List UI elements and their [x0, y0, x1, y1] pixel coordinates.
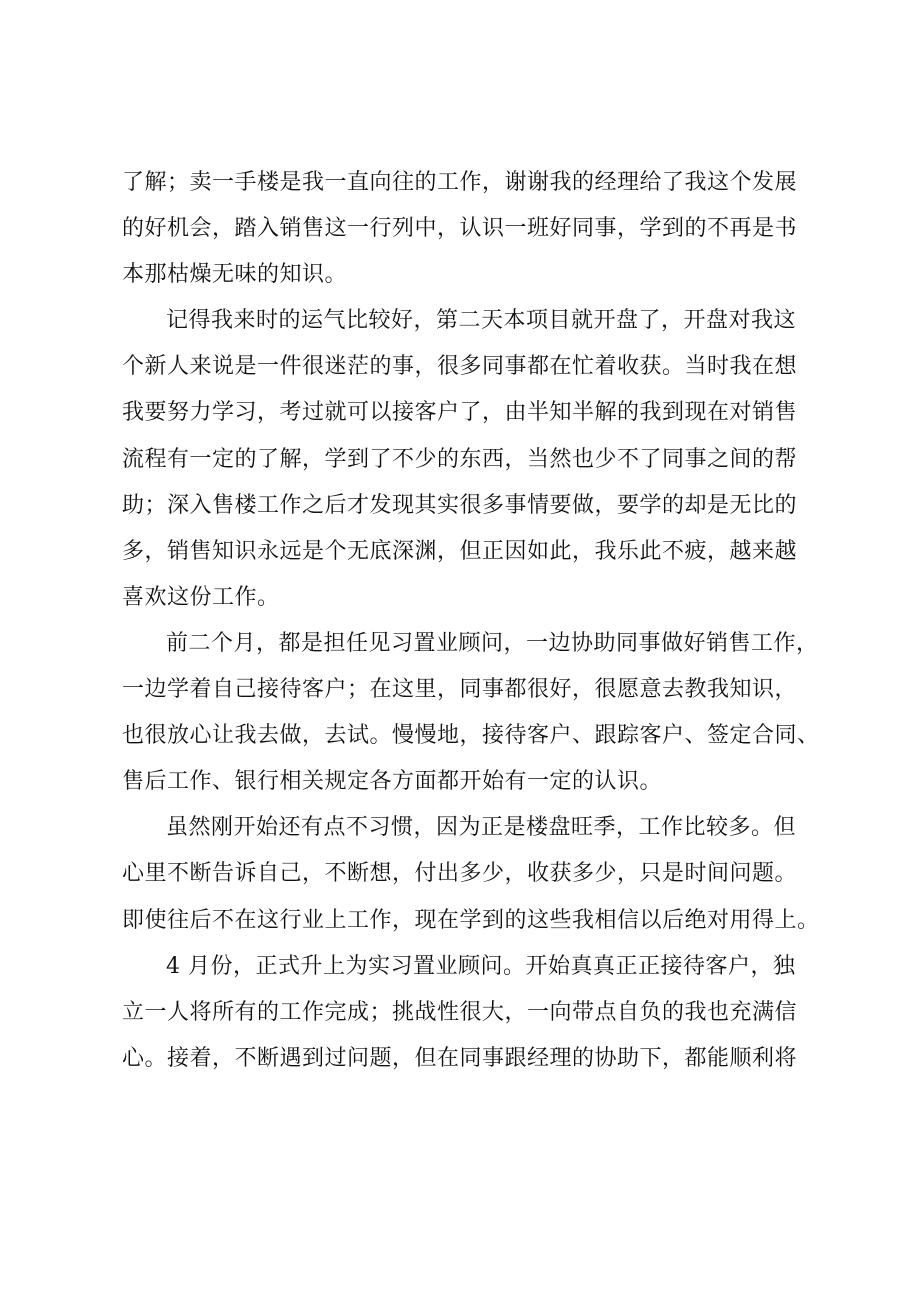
text-line: 助；深入售楼工作之后才发现其实很多事情要做，要学的却是无比的: [122, 492, 798, 518]
text-line: 的好机会，踏入销售这一行列中，认识一班好同事，学到的不再是书: [122, 216, 798, 242]
text-line: 立一人将所有的工作完成；挑战性很大，一向带点自负的我也充满信: [122, 999, 798, 1025]
text-line: 售后工作、银行相关规定各方面都开始有一定的认识。: [122, 769, 663, 795]
document-body: [122, 160, 832, 1082]
text-line: 也很放心让我去做，去试。慢慢地，接待客户、跟踪客户、签定合同、: [122, 723, 820, 749]
paragraph-first-line: 虽然刚开始还有点不习惯，因为正是楼盘旺季，工作比较多。但: [166, 815, 797, 841]
text-line: 我要努力学习，考过就可以接客户了，由半知半解的我到现在对销售: [122, 400, 798, 426]
text-line: 本那枯燥无味的知识。: [122, 262, 348, 288]
text-line: 喜欢这份工作。: [122, 584, 280, 610]
paragraph-first-line: 前二个月，都是担任见习置业顾问，一边协助同事做好销售工作，: [166, 630, 819, 656]
text-line: 个新人来说是一件很迷茫的事，很多同事都在忙着收获。当时我在想: [122, 354, 798, 380]
text-line: 流程有一定的了解，学到了不少的东西，当然也少不了同事之间的帮: [122, 446, 798, 472]
text-line: 心里不断告诉自己，不断想，付出多少，收获多少，只是时间问题。: [122, 861, 798, 887]
text-line: 多，销售知识永远是个无底深渊，但正因如此，我乐此不疲，越来越: [122, 538, 798, 564]
paragraph-first-line: 记得我来时的运气比较好，第二天本项目就开盘了，开盘对我这: [166, 308, 797, 334]
paragraph-first-line: 4 月份，正式升上为实习置业顾问。开始真真正正接待客户，独: [166, 953, 796, 979]
text-line: 了解；卖一手楼是我一直向往的工作，谢谢我的经理给了我这个发展: [122, 170, 798, 195]
text-line: 一边学着自己接待客户；在这里，同事都很好，很愿意去教我知识，: [122, 677, 798, 703]
text-line: 心。接着，不断遇到过问题，但在同事跟经理的协助下，都能顺利将: [122, 1045, 798, 1071]
text-line: 即使往后不在这行业上工作，现在学到的这些我相信以后绝对用得上。: [122, 907, 820, 933]
